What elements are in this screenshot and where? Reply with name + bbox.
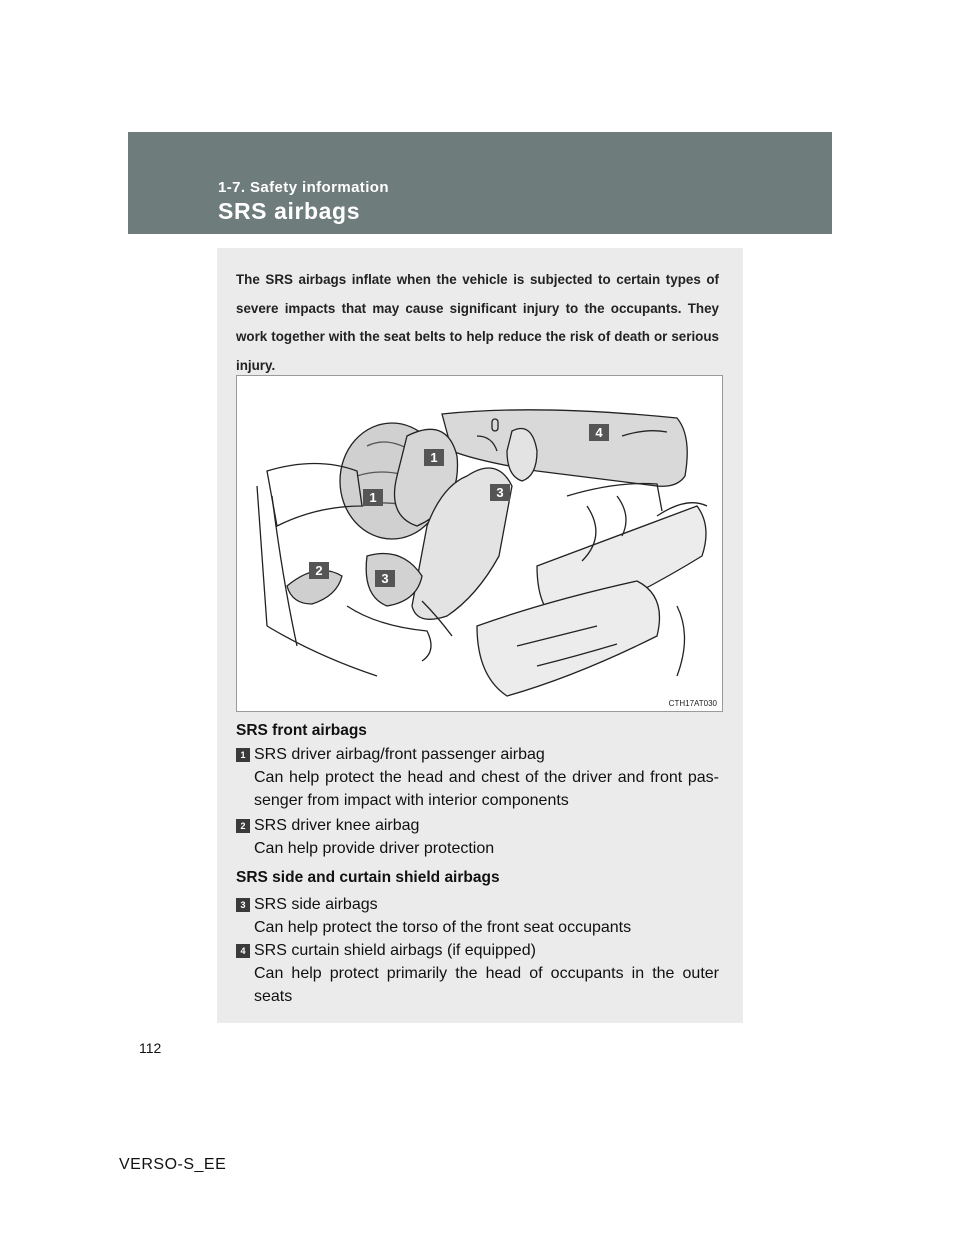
airbag-illustration bbox=[236, 375, 723, 712]
callout-3: 3 bbox=[375, 570, 395, 587]
car-interior-drawing bbox=[237, 376, 722, 711]
item-description: Can help protect the torso of the front seat occupants bbox=[254, 919, 632, 936]
front-airbags-heading: SRS front airbags bbox=[236, 722, 367, 739]
item-description: Can help provide driver protection bbox=[254, 840, 495, 857]
callout-4: 4 bbox=[589, 424, 609, 441]
footer-code: VERSO-S_EE bbox=[119, 1156, 227, 1173]
item-badge-2: 2 bbox=[236, 819, 250, 833]
figure-code: CTH17AT030 bbox=[668, 699, 717, 708]
item-title: SRS curtain shield airbags (if equipped) bbox=[254, 942, 536, 959]
page-title: SRS airbags bbox=[218, 198, 361, 224]
callout-3: 3 bbox=[490, 484, 510, 501]
item-badge-1: 1 bbox=[236, 748, 250, 762]
item-description: Can help protect primarily the head of occupants in the outer seats bbox=[254, 965, 719, 1005]
callout-1: 1 bbox=[424, 449, 444, 466]
side-airbags-heading: SRS side and curtain shield airbags bbox=[236, 869, 500, 886]
item-badge-3: 3 bbox=[236, 898, 250, 912]
item-badge-4: 4 bbox=[236, 944, 250, 958]
callout-1: 1 bbox=[363, 489, 383, 506]
item-title: SRS side airbags bbox=[254, 896, 378, 913]
item-description: Can help protect the head and chest of the driver and front pas-senger from impact with interior components bbox=[254, 769, 719, 809]
item-title: SRS driver knee airbag bbox=[254, 817, 420, 834]
section-label: 1-7. Safety information bbox=[218, 179, 389, 196]
item-title: SRS driver airbag/front passenger airbag bbox=[254, 746, 545, 763]
callout-2: 2 bbox=[309, 562, 329, 579]
intro-paragraph: The SRS airbags inflate when the vehicle is subjected to certain types of severe impacts that may cause significant injury to the occupants. They work together with the seat belts to help reduce the risk of death or serious injury. bbox=[236, 272, 719, 373]
page-number: 112 bbox=[139, 1040, 162, 1056]
